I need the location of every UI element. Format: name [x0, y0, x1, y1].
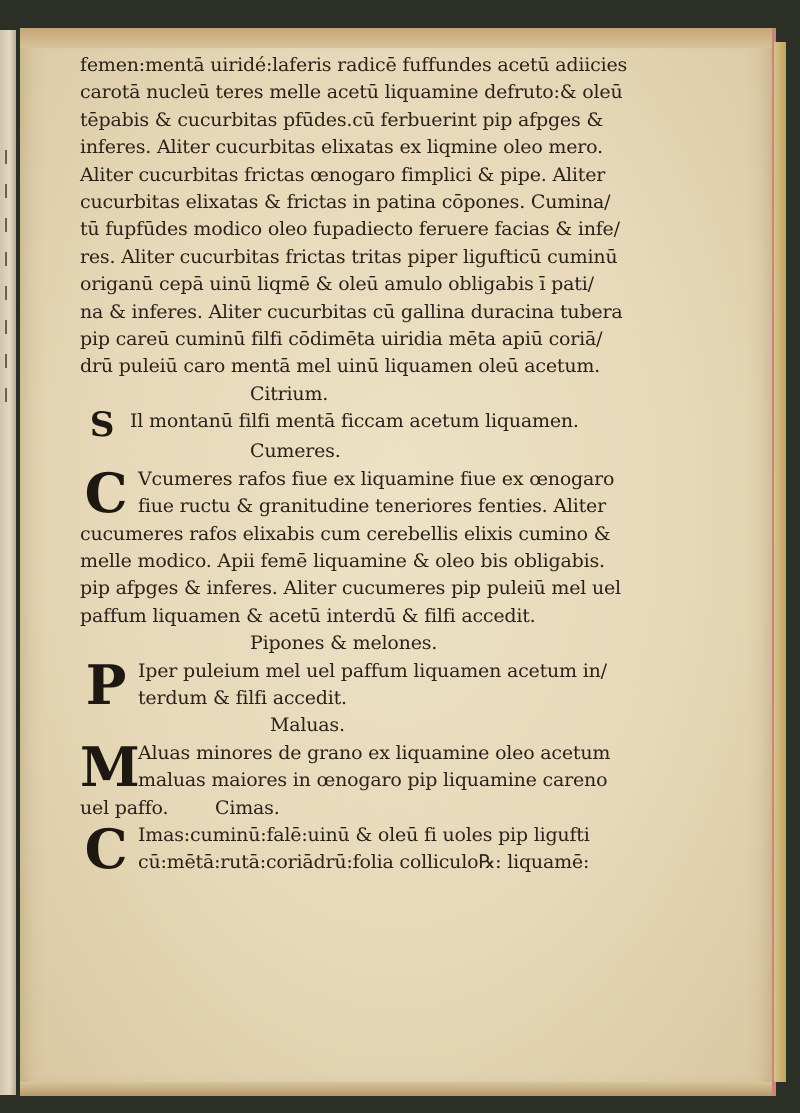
- text-line: femen:mentā uiridé:laferis radicē fuffundes acetū adiicies: [80, 54, 628, 76]
- text-line: Vcumeres rafos fiue ex liquamine fiue ex œnogaro: [138, 467, 615, 490]
- text-line: inferes. Aliter cucurbitas elixatas ex liqmine oleo mero.: [80, 136, 603, 159]
- text-line: tēpabis & cucurbitas pfūdes.cū ferbuerint pip afpges &: [80, 108, 604, 131]
- initial-letter: C: [84, 465, 128, 525]
- text-line: paffum liquamen & acetū interdū & filfi accedit.: [80, 604, 536, 627]
- text-line: uel paffo. Cimas.: [80, 796, 280, 819]
- initial-letter: P: [85, 657, 127, 713]
- text-line: drū puleiū caro mentā mel uinū liquamen oleū acetum.: [80, 355, 601, 378]
- section-pipones: [80, 658, 680, 713]
- text-line: Aluas minores de grano ex liquamine oleo acetum: [138, 741, 611, 764]
- page-top-edge: [20, 28, 772, 48]
- intro-block: [80, 52, 680, 381]
- text-line: res. Aliter cucurbitas frictas tritas piper ligufticū cuminū: [80, 245, 618, 268]
- text-line: fiue ructu & granitudine teneriores fenties. Aliter: [138, 495, 606, 518]
- text-line: terdum & filfi accedit.: [138, 686, 347, 709]
- text-line: Il montanū filfi mentā ficcam acetum liquamen.: [130, 410, 579, 433]
- text-line: cucumeres rafos elixabis cum cerebellis elixis cumino &: [80, 522, 611, 545]
- section-cimas: [80, 822, 680, 877]
- section-citrium: [80, 408, 680, 438]
- text-line: cū:mētā:rutā:coriādrū:folia colliculo℞: liquamē:: [138, 851, 590, 874]
- text-line: Imas:cuminū:falē:uinū & oleū fi uoles pip ligufti: [138, 823, 590, 846]
- initial-letter: S: [89, 408, 115, 439]
- initial-letter: M: [80, 739, 140, 799]
- text-line: Aliter cucurbitas frictas œnogaro fimplici & pipe. Aliter: [80, 163, 606, 186]
- text-line: maluas maiores in œnogaro pip liquamine careno: [138, 769, 608, 792]
- text-line: Iper puleium mel uel paffum liquamen acetum in/: [138, 659, 607, 682]
- section-heading: Pipones & melones.: [250, 632, 438, 655]
- text-line: tū fupfūdes modico oleo fupadiecto feruere facias & infe/: [80, 218, 620, 241]
- facing-page-edge: [0, 30, 16, 1095]
- section-maluas: [80, 740, 680, 822]
- section-heading: Citrium.: [250, 382, 329, 405]
- text-line: melle modico. Apii femē liquamine & oleo bis obligabis.: [80, 549, 605, 572]
- text-line: na & inferes. Aliter cucurbitas cū gallina duracina tubera: [80, 300, 623, 323]
- text-line: pip afpges & inferes. Aliter cucumeres pip puleiū mel uel: [80, 577, 621, 600]
- section-cumeres: [80, 466, 680, 630]
- section-heading: Maluas.: [270, 714, 345, 737]
- text-line: pip careū cuminū filfi cōdimēta uiridia mēta apiū coriā/: [80, 328, 603, 351]
- page-text: [80, 52, 680, 877]
- initial-letter: C: [84, 821, 128, 877]
- text-line: carotā nucleū teres melle acetū liquamine defruto:& oleū: [80, 81, 623, 104]
- page-bottom-edge: [20, 1082, 772, 1096]
- text-line: origanū cepā uinū liqmē & oleū amulo obligabis ī pati/: [80, 273, 594, 296]
- page-fore-edge: [774, 42, 786, 1082]
- text-line: cucurbitas elixatas & frictas in patina cōpones. Cumina/: [80, 191, 611, 214]
- section-heading: Cumeres.: [250, 440, 341, 463]
- facing-page-marks: [2, 150, 14, 450]
